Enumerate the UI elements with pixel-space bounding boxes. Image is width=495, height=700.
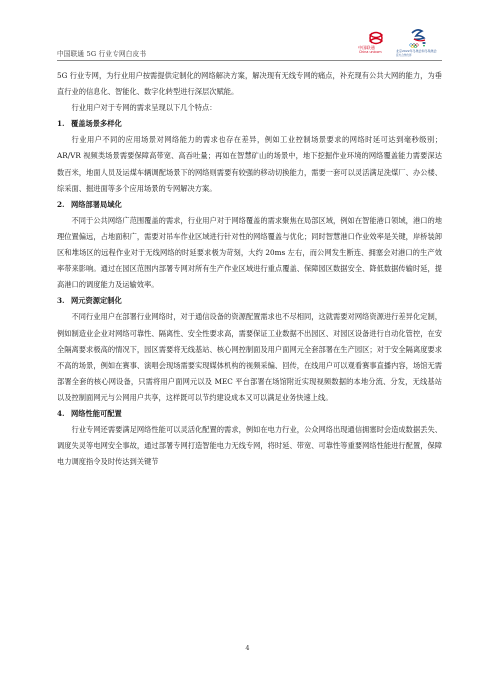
section-heading-2 xyxy=(57,197,442,213)
unicom-name-cn: 中国联通 xyxy=(358,45,375,50)
section-paragraph-1: 行业用户不同的应用场景对网络能力的需求也存在差异，例如工业控制场景要求的网络时延可达到毫秒级别；AR/VR 视频类场景需要保障高带宽、高吞吐量；再如在智慧矿山的场景中，地下挖掘作业环境的网络覆盖能力需要深达数百米，地面人员及运煤车辆调配场景下的网络则需要有较强的移动切换能力，需要一套可以灵活满足洗煤厂、办公楼、综采面、掘进面等多个应用场景的专网解决方案。 xyxy=(57,135,442,193)
header-rule xyxy=(57,60,442,61)
section-title: 覆盖场景多样化 xyxy=(71,119,122,129)
beijing-2022-partner-logo xyxy=(396,27,444,59)
section-number: 2. xyxy=(57,199,65,209)
section-paragraph-3: 不同行业用户在部署行业网络时，对于通信设备的资源配置需求也不尽相同，这就需要对网络资源进行差异化定制，例如制造业企业对网络可靠性、隔离性、安全性要求高，需要保证工业数据不出园区、对园区设备进行自动化管控，在安全隔离要求极高的情况下，园区需要将无线基站、核心网控制面及用户面网元全套部署在生产园区；对于安全隔离度要求不高的场景，例如在赛事、演唱会现场需要实现媒体机构的视频采编、回传，在线用户可以观看赛事直播内容，场馆无需部署全套的核心网设备，只需将用户面网元以及 MEC 平台部署在场馆附近实现视频数据的本地分流、分发，无线基站以及控制面网元与公网用户共享，这样既可以节约建设成本又可以满足业务快速上线。 xyxy=(57,312,442,402)
section-title: 网络性能可配置 xyxy=(71,408,122,418)
section-title: 网络部署局域化 xyxy=(71,199,122,209)
section-number: 3. xyxy=(57,296,65,306)
section-number: 4. xyxy=(57,408,65,418)
section-title: 网元资源定制化 xyxy=(71,296,122,306)
unicom-knot-icon xyxy=(367,31,385,45)
section-heading-3 xyxy=(57,293,442,309)
section-number: 1. xyxy=(57,119,65,129)
body-content xyxy=(57,68,442,470)
section-heading-1 xyxy=(57,116,442,132)
intro-paragraph: 5G 行业专网，为行业用户按需提供定制化的网络解决方案，解决现有无线专网的痛点，补充现有公共大网的能力，为垂直行业的信息化、智能化、数字化转型进行深层次赋能。 xyxy=(57,71,442,97)
page-number: 4 xyxy=(245,644,250,652)
section-paragraph-2: 不同于公共网络广范围覆盖的需求，行业用户对于网络覆盖的需求聚焦在局部区域，例如在智能港口领域，港口的地理位置偏远，占地面积广，需要对吊车作业区域进行针对性的网络覆盖与优化；同时智慧港口作业效率是关键，岸桥装卸区和堆场区的远程作业对于无线网络的时延要求极为苛刻，大约 20ms 左右，而公网发生断连、拥塞会对港口的生产效率带来影响。通过在园区范围内部署专网对所有生产作业区域进行重点覆盖、保障园区数据安全、降低数据传输时延，提高港口的调度能力及运输效率。 xyxy=(57,215,442,290)
china-unicom-logo xyxy=(358,31,394,57)
partner-line-1: 北京2022年冬奥会和冬残奥会 xyxy=(396,49,437,53)
unicom-name-en: China unicom xyxy=(359,50,382,54)
header-title: 中国联通 5G 行业专网白皮书 xyxy=(57,50,147,58)
partner-line-2: 官方合作伙伴 xyxy=(396,54,412,57)
section-heading-4 xyxy=(57,406,442,422)
lead-paragraph: 行业用户对于专网的需求呈现以下几个特点： xyxy=(71,103,217,113)
beijing-2022-emblem-icon xyxy=(408,27,430,48)
section-paragraph-4: 行业专网还需要满足网络性能可以灵活化配置的需求，例如在电力行业，公众网络出现通信拥塞时会造成数据丢失、调度失灵等电网安全事故，通过部署专网打造智能电力无线专网，将时延、带宽、可靠性等重要网络性能进行配置，保障电力调度指令及时传达到关键节 xyxy=(57,425,442,467)
